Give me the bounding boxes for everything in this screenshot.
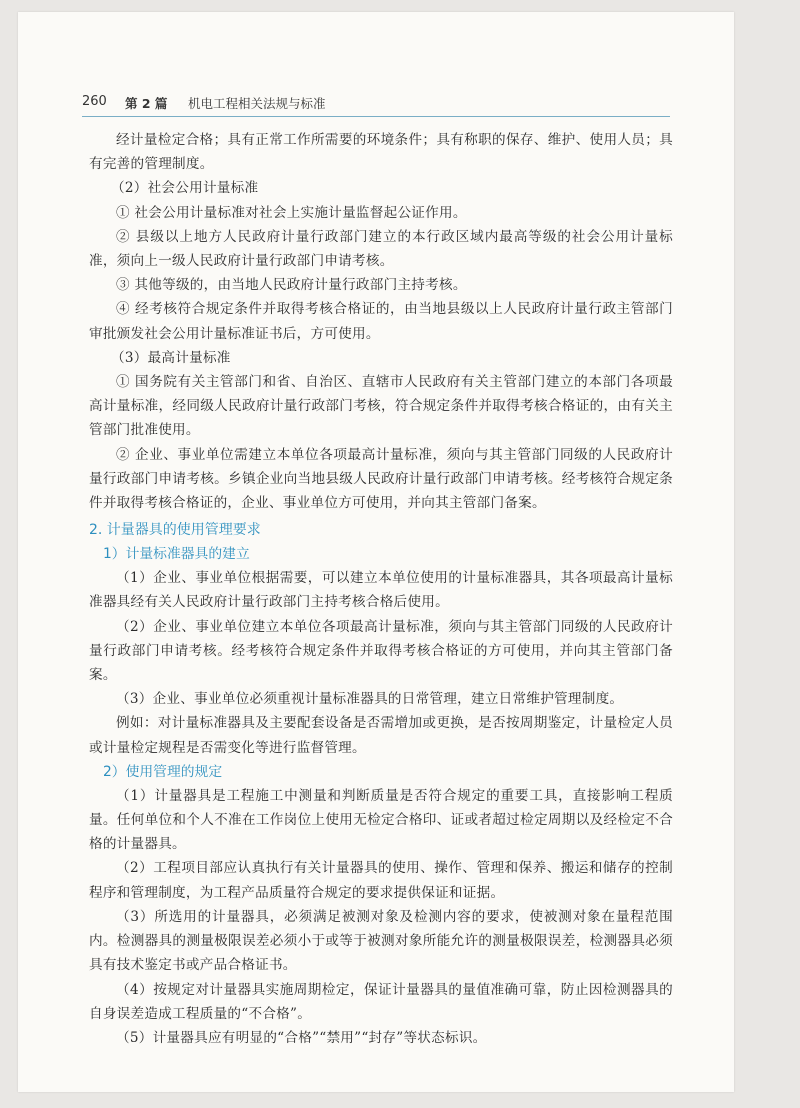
paragraph: ① 国务院有关主管部门和省、自治区、直辖市人民政府有关主管部门建立的本部门各项最高计量标准，经同级人民政府计量行政部门考核，符合规定条件并取得考核合格证的，由有关主管部门批准使用。 — [89, 374, 673, 439]
subsection-heading: 1）计量标准器具的建立 — [103, 546, 250, 563]
paragraph: ④ 经考核符合规定条件并取得考核合格证的，由当地县级以上人民政府计量行政主管部门审批颁发社会公用计量标准证书后，方可使用。 — [89, 301, 673, 342]
running-header — [82, 90, 670, 117]
paragraph: （4）按规定对计量器具实施周期检定，保证计量器具的量值准确可靠，防止因检测器具的自身误差造成工程质量的“不合格”。 — [89, 981, 673, 1022]
book-page — [18, 12, 734, 1092]
paragraph: ② 县级以上地方人民政府计量行政部门建立的本行政区域内最高等级的社会公用计量标准，须向上一级人民政府计量行政部门申请考核。 — [89, 228, 673, 270]
paragraph: 经计量检定合格；具有正常工作所需要的环境条件；具有称职的保存、维护、使用人员；具有完善的管理制度。 — [89, 132, 673, 173]
page-body — [89, 128, 673, 1050]
page-number: 260 — [82, 94, 107, 109]
paragraph: （1）计量器具是工程施工中测量和判断质量是否符合规定的重要工具，直接影响工程质量。任何单位和个人不准在工作岗位上使用无检定合格印、证或者超过检定周期以及经检定不合格的计量器具。 — [89, 787, 673, 853]
subsection-heading: 2）使用管理的规定 — [103, 763, 223, 780]
paragraph: ② 企业、事业单位需建立本单位各项最高计量标准，须向与其主管部门同级的人民政府计量行政部门申请考核。乡镇企业向当地县级人民政府计量行政部门申请考核。经考核符合规定条件并取得考核合格证的，企业、事业单位方可使用，并向其主管部门备案。 — [89, 446, 673, 512]
paragraph: （3）所选用的计量器具，必须满足被测对象及检测内容的要求，使被测对象在量程范围内。检测器具的测量极限误差必须小于或等于被测对象所能允许的测量极限误差，检测器具必须具有技术鉴定书或产品合格证书。 — [89, 908, 673, 974]
section-heading: 2. 计量器具的使用管理要求 — [89, 522, 261, 539]
paragraph: （2）企业、事业单位建立本单位各项最高计量标准，须向与其主管部门同级的人民政府计量行政部门申请考核。经考核符合规定条件并取得考核合格证的方可使用，并向其主管部门备案。 — [89, 618, 673, 684]
paragraph: （5）计量器具应有明显的“合格”“禁用”“封存”等状态标识。 — [116, 1029, 487, 1046]
paragraph: ③ 其他等级的，由当地人民政府计量行政部门主持考核。 — [116, 277, 467, 294]
paragraph: ① 社会公用计量标准对社会上实施计量监督起公证作用。 — [116, 204, 467, 221]
item-heading: （2）社会公用计量标准 — [111, 180, 259, 197]
paragraph: （2）工程项目部应认真执行有关计量器具的使用、操作、管理和保养、搬运和储存的控制程序和管理制度，为工程产品质量符合规定的要求提供保证和证据。 — [89, 860, 673, 901]
part-label: 第 2 篇 — [125, 96, 168, 111]
paragraph: （1）企业、事业单位根据需要，可以建立本单位使用的计量标准器具，其各项最高计量标准器具经有关人民政府计量行政部门主持考核合格后使用。 — [89, 570, 673, 611]
item-heading: （3）最高计量标准 — [111, 349, 231, 366]
paragraph: 例如：对计量标准器具及主要配套设备是否需增加或更换，是否按周期鉴定，计量检定人员或计量检定规程是否需变化等进行监督管理。 — [89, 715, 673, 756]
paragraph: （3）企业、事业单位必须重视计量标准器具的日常管理，建立日常维护管理制度。 — [116, 691, 624, 708]
chapter-title: 机电工程相关法规与标准 — [188, 96, 326, 111]
